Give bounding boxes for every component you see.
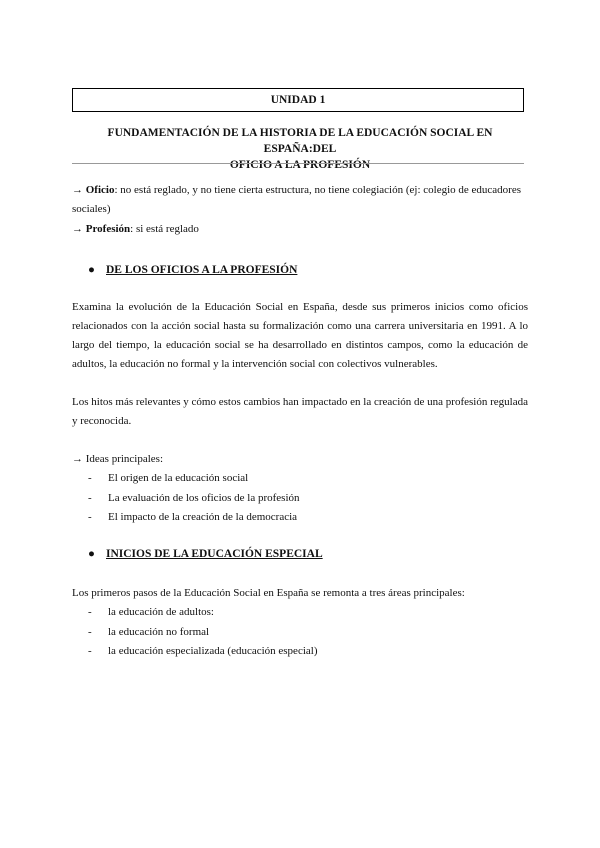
dash-marker: - [88, 472, 92, 484]
dash-marker: - [88, 606, 92, 618]
list-item: - El origen de la educación social [88, 469, 300, 489]
section-heading-label: INICIOS DE LA EDUCACIÓN ESPECIAL [106, 548, 323, 560]
unit-title: UNIDAD 1 [270, 94, 326, 106]
dash-marker: - [88, 625, 92, 638]
dash-marker: - [88, 645, 92, 657]
title-divider [72, 163, 524, 164]
definition-oficio [72, 181, 528, 219]
dash-marker: - [88, 491, 92, 504]
definition-profesion [72, 220, 528, 239]
paragraph-evolucion: Examina la evolución de la Educación Social en España, desde sus primeros inicios como oficios relacionados con la acción social hasta su formalización como una carrera universitaria en 1991. A lo largo del tiempo, la educación social se ha desarrollado en distintos campos, como la educación de adultos, la educación no formal y la intervención social con colectivos vulnerables. [72, 301, 528, 370]
bullet-icon: ● [88, 548, 95, 560]
section-heading-oficios [88, 262, 297, 278]
list-item: - la educación de adultos: [88, 603, 317, 623]
section-heading-inicios [88, 546, 323, 562]
unit-title-box [72, 88, 524, 112]
areas-list [88, 603, 317, 662]
document-title [70, 125, 530, 173]
bullet-icon: ● [88, 264, 95, 276]
list-item: - La evaluación de los oficios de la profesión [88, 489, 300, 509]
oficio-term: Oficio [85, 184, 115, 196]
list-item: - la educación no formal [88, 623, 317, 643]
arrow-icon: → [72, 223, 83, 235]
profesion-term: Profesión [85, 223, 131, 235]
oficio-text: : no está reglado, y no tiene cierta estructura, no tiene colegiación (ej: colegio de educadores sociales) [72, 184, 521, 215]
arrow-icon: → [72, 184, 83, 196]
profesion-text: : si está reglado [130, 223, 199, 235]
dash-marker: - [88, 511, 92, 523]
list-item: - la educación especializada (educación especial) [88, 642, 317, 662]
paragraph-hitos: Los hitos más relevantes y cómo estos cambios han impactado en la creación de una profesión regulada y reconocida. [72, 396, 528, 427]
ideas-label: → Ideas principales: [72, 453, 164, 465]
title-line-2: OFICIO A LA PROFESIÓN [229, 159, 371, 171]
ideas-list [88, 469, 300, 528]
section-heading-label: DE LOS OFICIOS A LA PROFESIÓN [106, 264, 298, 276]
title-line-1: FUNDAMENTACIÓN DE LA HISTORIA DE LA EDUCACIÓN SOCIAL EN ESPAÑA:DEL [107, 127, 493, 155]
paragraph-primeros-pasos: Los primeros pasos de la Educación Social en España se remonta a tres áreas principales: [72, 587, 465, 599]
list-item: - El impacto de la creación de la democracia [88, 508, 300, 528]
